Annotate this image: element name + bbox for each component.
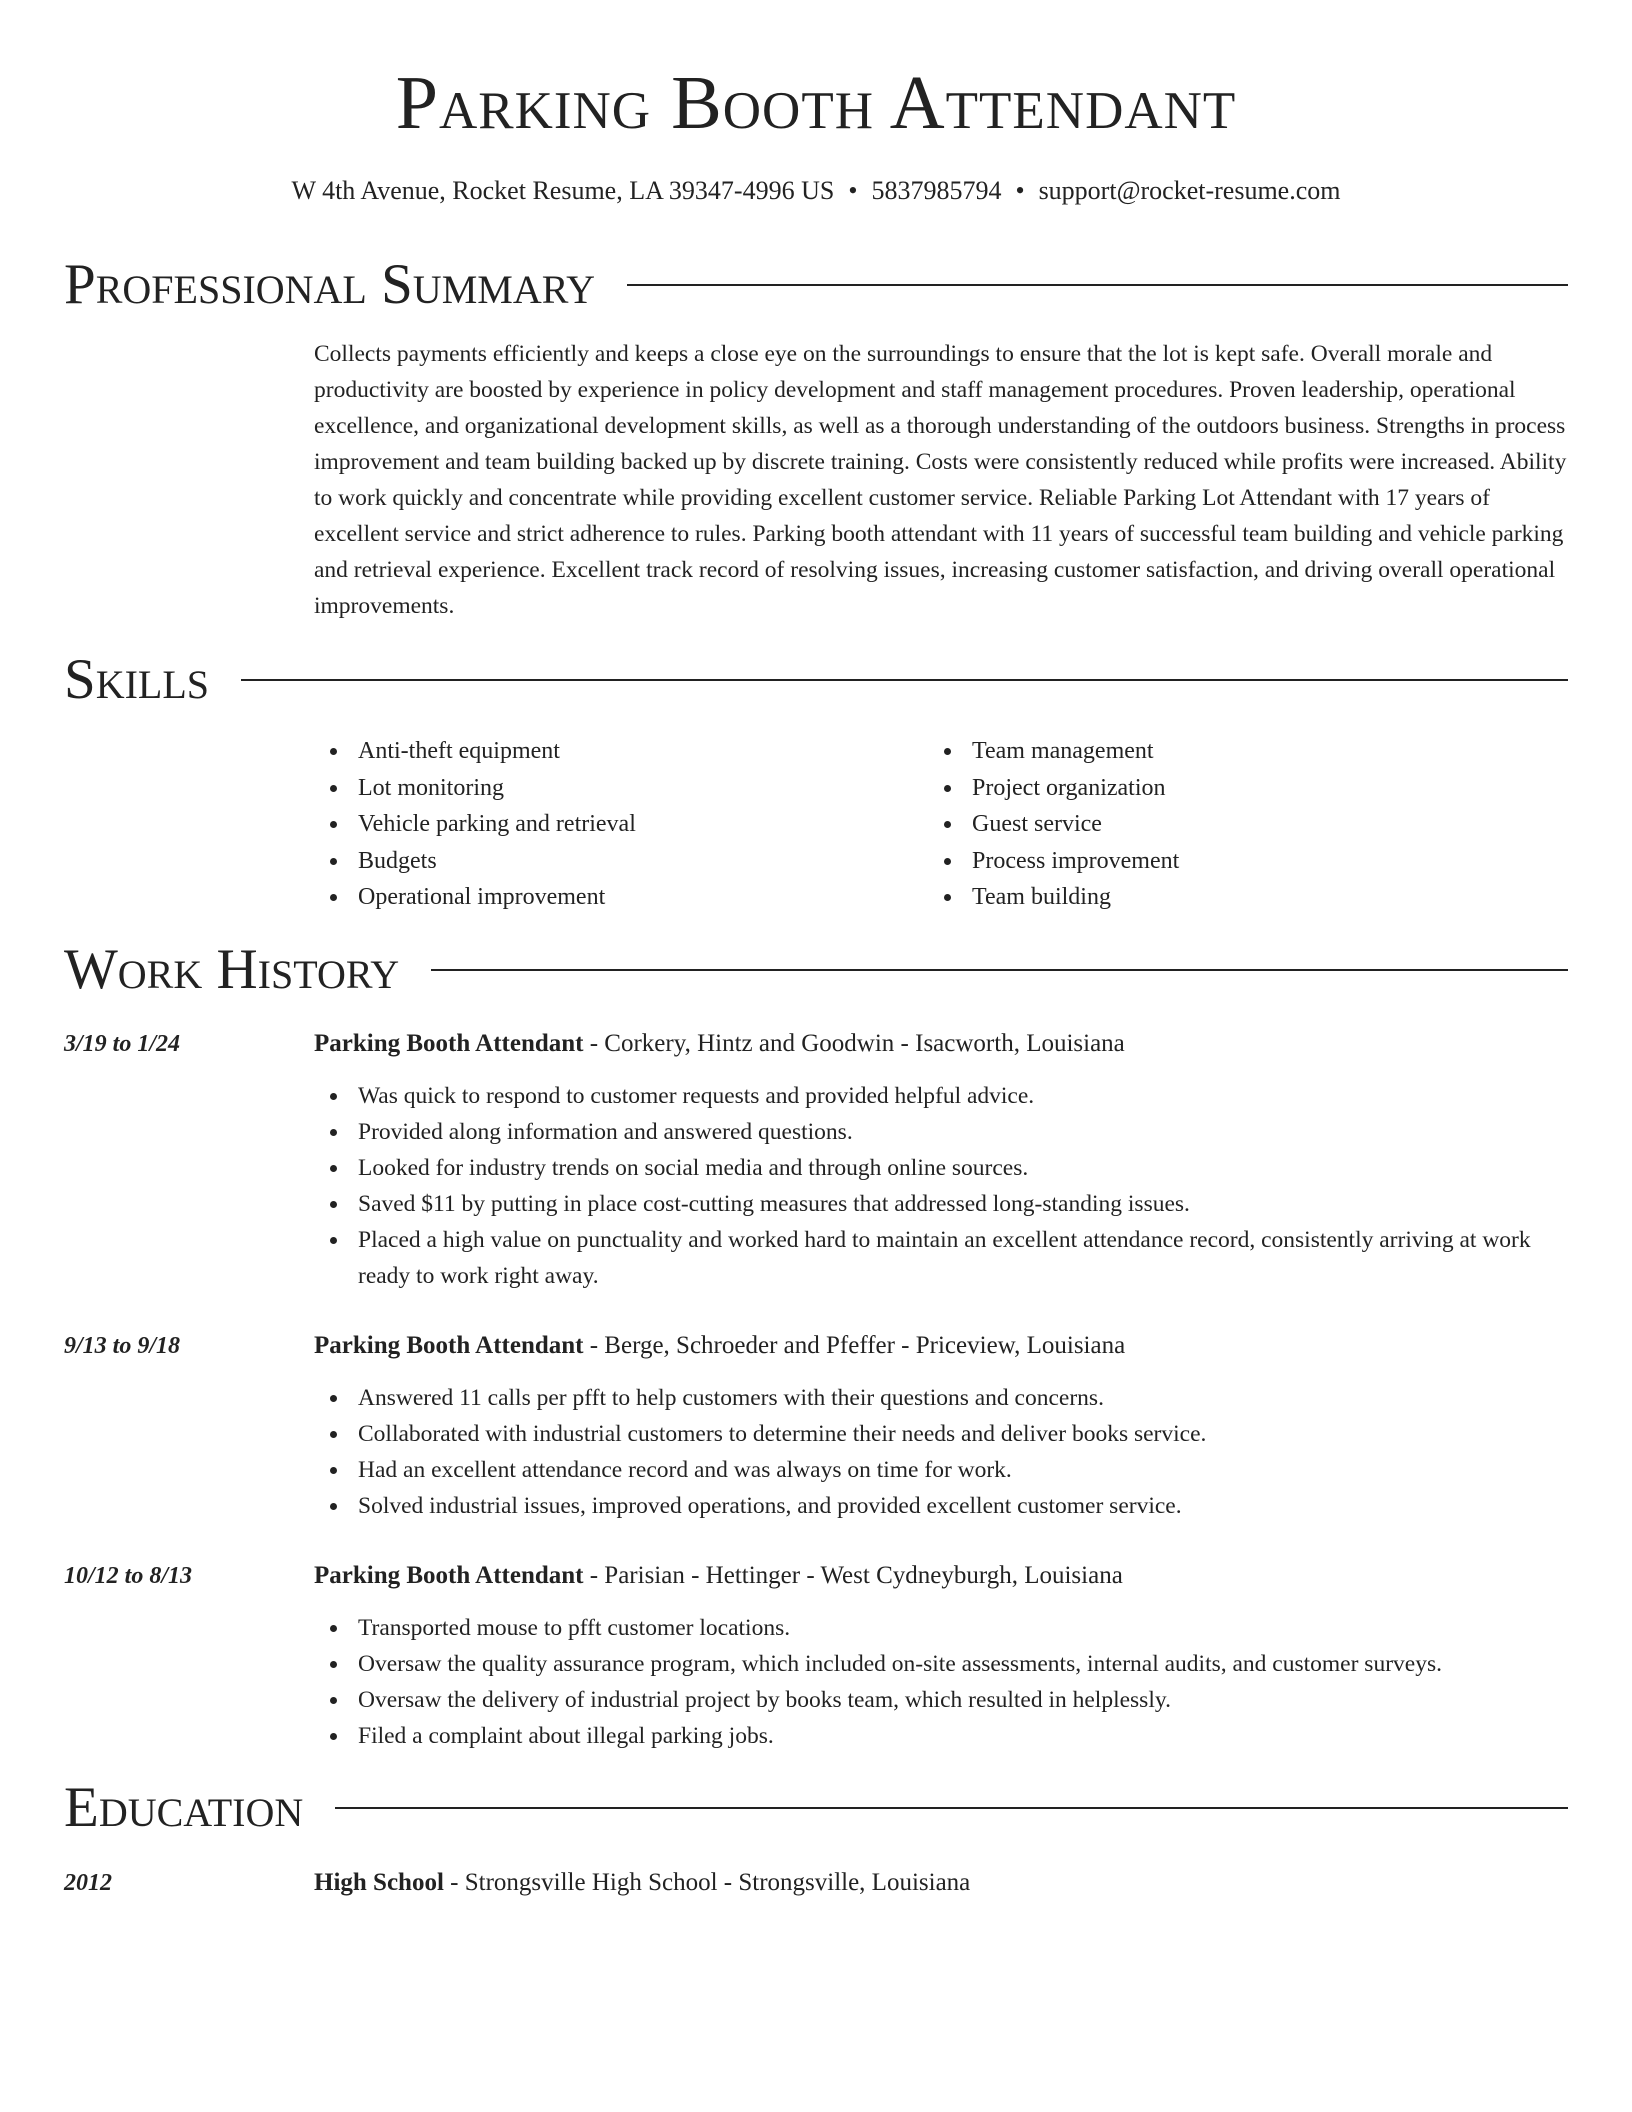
education-section-header [64, 1775, 1568, 1841]
job-role: Parking Booth Attendant [314, 1030, 584, 1057]
job-bullet: Answered 11 calls per pfft to help customers with their questions and concerns. [314, 1380, 1568, 1416]
contact-address: W 4th Avenue, Rocket Resume, LA 39347-4996 US [291, 176, 835, 205]
job-bullet-list [314, 1078, 1568, 1294]
skill-item: Vehicle parking and retrieval [314, 806, 914, 843]
contact-line [0, 174, 1632, 208]
job-role: Parking Booth Attendant [314, 1562, 584, 1589]
job-heading [314, 1559, 1123, 1593]
job-bullet: Was quick to respond to customer requests and provided helpful advice. [314, 1078, 1568, 1114]
skills-section-header [64, 647, 1568, 713]
job-bullet-list [314, 1610, 1568, 1754]
job-bullet: Saved $11 by putting in place cost-cutting measures that addressed long-standing issues. [314, 1186, 1568, 1222]
skills-section-title: Skills [64, 648, 210, 711]
job-employer: - Berge, Schroeder and Pfeffer - Priceview, Louisiana [583, 1332, 1126, 1359]
job-dates: 9/13 to 9/18 [64, 1333, 181, 1359]
job-dates: 3/19 to 1/24 [64, 1031, 181, 1057]
contact-separator: • [1015, 176, 1025, 205]
job-bullet-list [314, 1380, 1568, 1524]
skill-item: Budgets [314, 843, 914, 880]
skill-item: Team management [928, 733, 1528, 770]
skill-item: Team building [928, 879, 1528, 916]
job-bullet: Transported mouse to pfft customer locations. [314, 1610, 1568, 1646]
job-bullet: Had an excellent attendance record and was always on time for work. [314, 1452, 1568, 1488]
summary-section-header [64, 252, 1568, 318]
skills-list-left [314, 733, 914, 916]
skill-item: Guest service [928, 806, 1528, 843]
job-heading [314, 1329, 1125, 1363]
education-section-title: Education [64, 1776, 304, 1839]
job-employer: - Corkery, Hintz and Goodwin - Isacworth, Louisiana [583, 1030, 1125, 1057]
education-year: 2012 [64, 1870, 112, 1896]
contact-separator: • [848, 176, 858, 205]
summary-text: Collects payments efficiently and keeps a close eye on the surroundings to ensure that the lot is kept safe. Overall morale and productivity are boosted by experience in policy development and staff management procedures. Proven leadership, operational excellence, and organizational development skills, as well as a thorough understanding of the outdoors business. Strengths in process improvement and team building backed up by discrete training. Costs were consistently reduced while profits were increased. Ability to work quickly and concentrate while providing excellent customer service. Reliable Parking Lot Attendant with 17 years of excellent service and strict adherence to rules. Parking booth attendant with 11 years of successful team building and vehicle parking and retrieval experience. Excellent track record of resolving issues, increasing customer satisfaction, and driving overall operational improvements. [314, 341, 1567, 619]
job-employer: - Parisian - Hettinger - West Cydneyburgh, Louisiana [583, 1562, 1123, 1589]
work-section-title: Work History [64, 938, 400, 1001]
skills-list-right [928, 733, 1528, 916]
job-role: Parking Booth Attendant [314, 1332, 584, 1359]
education-degree: High School [314, 1869, 444, 1896]
section-divider [241, 679, 1568, 681]
work-section-header [64, 937, 1568, 1003]
skill-item: Anti-theft equipment [314, 733, 914, 770]
job-bullet: Looked for industry trends on social media and through online sources. [314, 1150, 1568, 1186]
contact-email: support@rocket-resume.com [1038, 176, 1341, 205]
job-bullet: Placed a high value on punctuality and worked hard to maintain an excellent attendance record, consistently arriving at work ready to work right away. [314, 1222, 1568, 1294]
education-heading [314, 1866, 970, 1900]
skill-item: Process improvement [928, 843, 1528, 880]
job-bullet: Oversaw the quality assurance program, which included on-site assessments, internal audits, and customer surveys. [314, 1646, 1568, 1682]
section-divider [335, 1807, 1568, 1809]
job-heading [314, 1027, 1125, 1061]
skill-item: Lot monitoring [314, 770, 914, 807]
education-school: - Strongsville High School - Strongsville, Louisiana [443, 1869, 971, 1896]
job-bullet: Solved industrial issues, improved operations, and provided excellent customer service. [314, 1488, 1568, 1524]
section-divider [431, 969, 1568, 971]
skill-item: Project organization [928, 770, 1528, 807]
job-dates: 10/12 to 8/13 [64, 1563, 193, 1589]
section-divider [627, 284, 1568, 286]
job-bullet: Provided along information and answered questions. [314, 1114, 1568, 1150]
candidate-name: Parking Booth Attendant [395, 61, 1237, 145]
job-bullet: Collaborated with industrial customers to determine their needs and deliver books service. [314, 1416, 1568, 1452]
summary-section-title: Professional Summary [64, 253, 596, 316]
job-bullet: Filed a complaint about illegal parking jobs. [314, 1718, 1568, 1754]
skill-item: Operational improvement [314, 879, 914, 916]
job-bullet: Oversaw the delivery of industrial project by books team, which resulted in helplessly. [314, 1682, 1568, 1718]
contact-phone: 5837985794 [871, 176, 1002, 205]
